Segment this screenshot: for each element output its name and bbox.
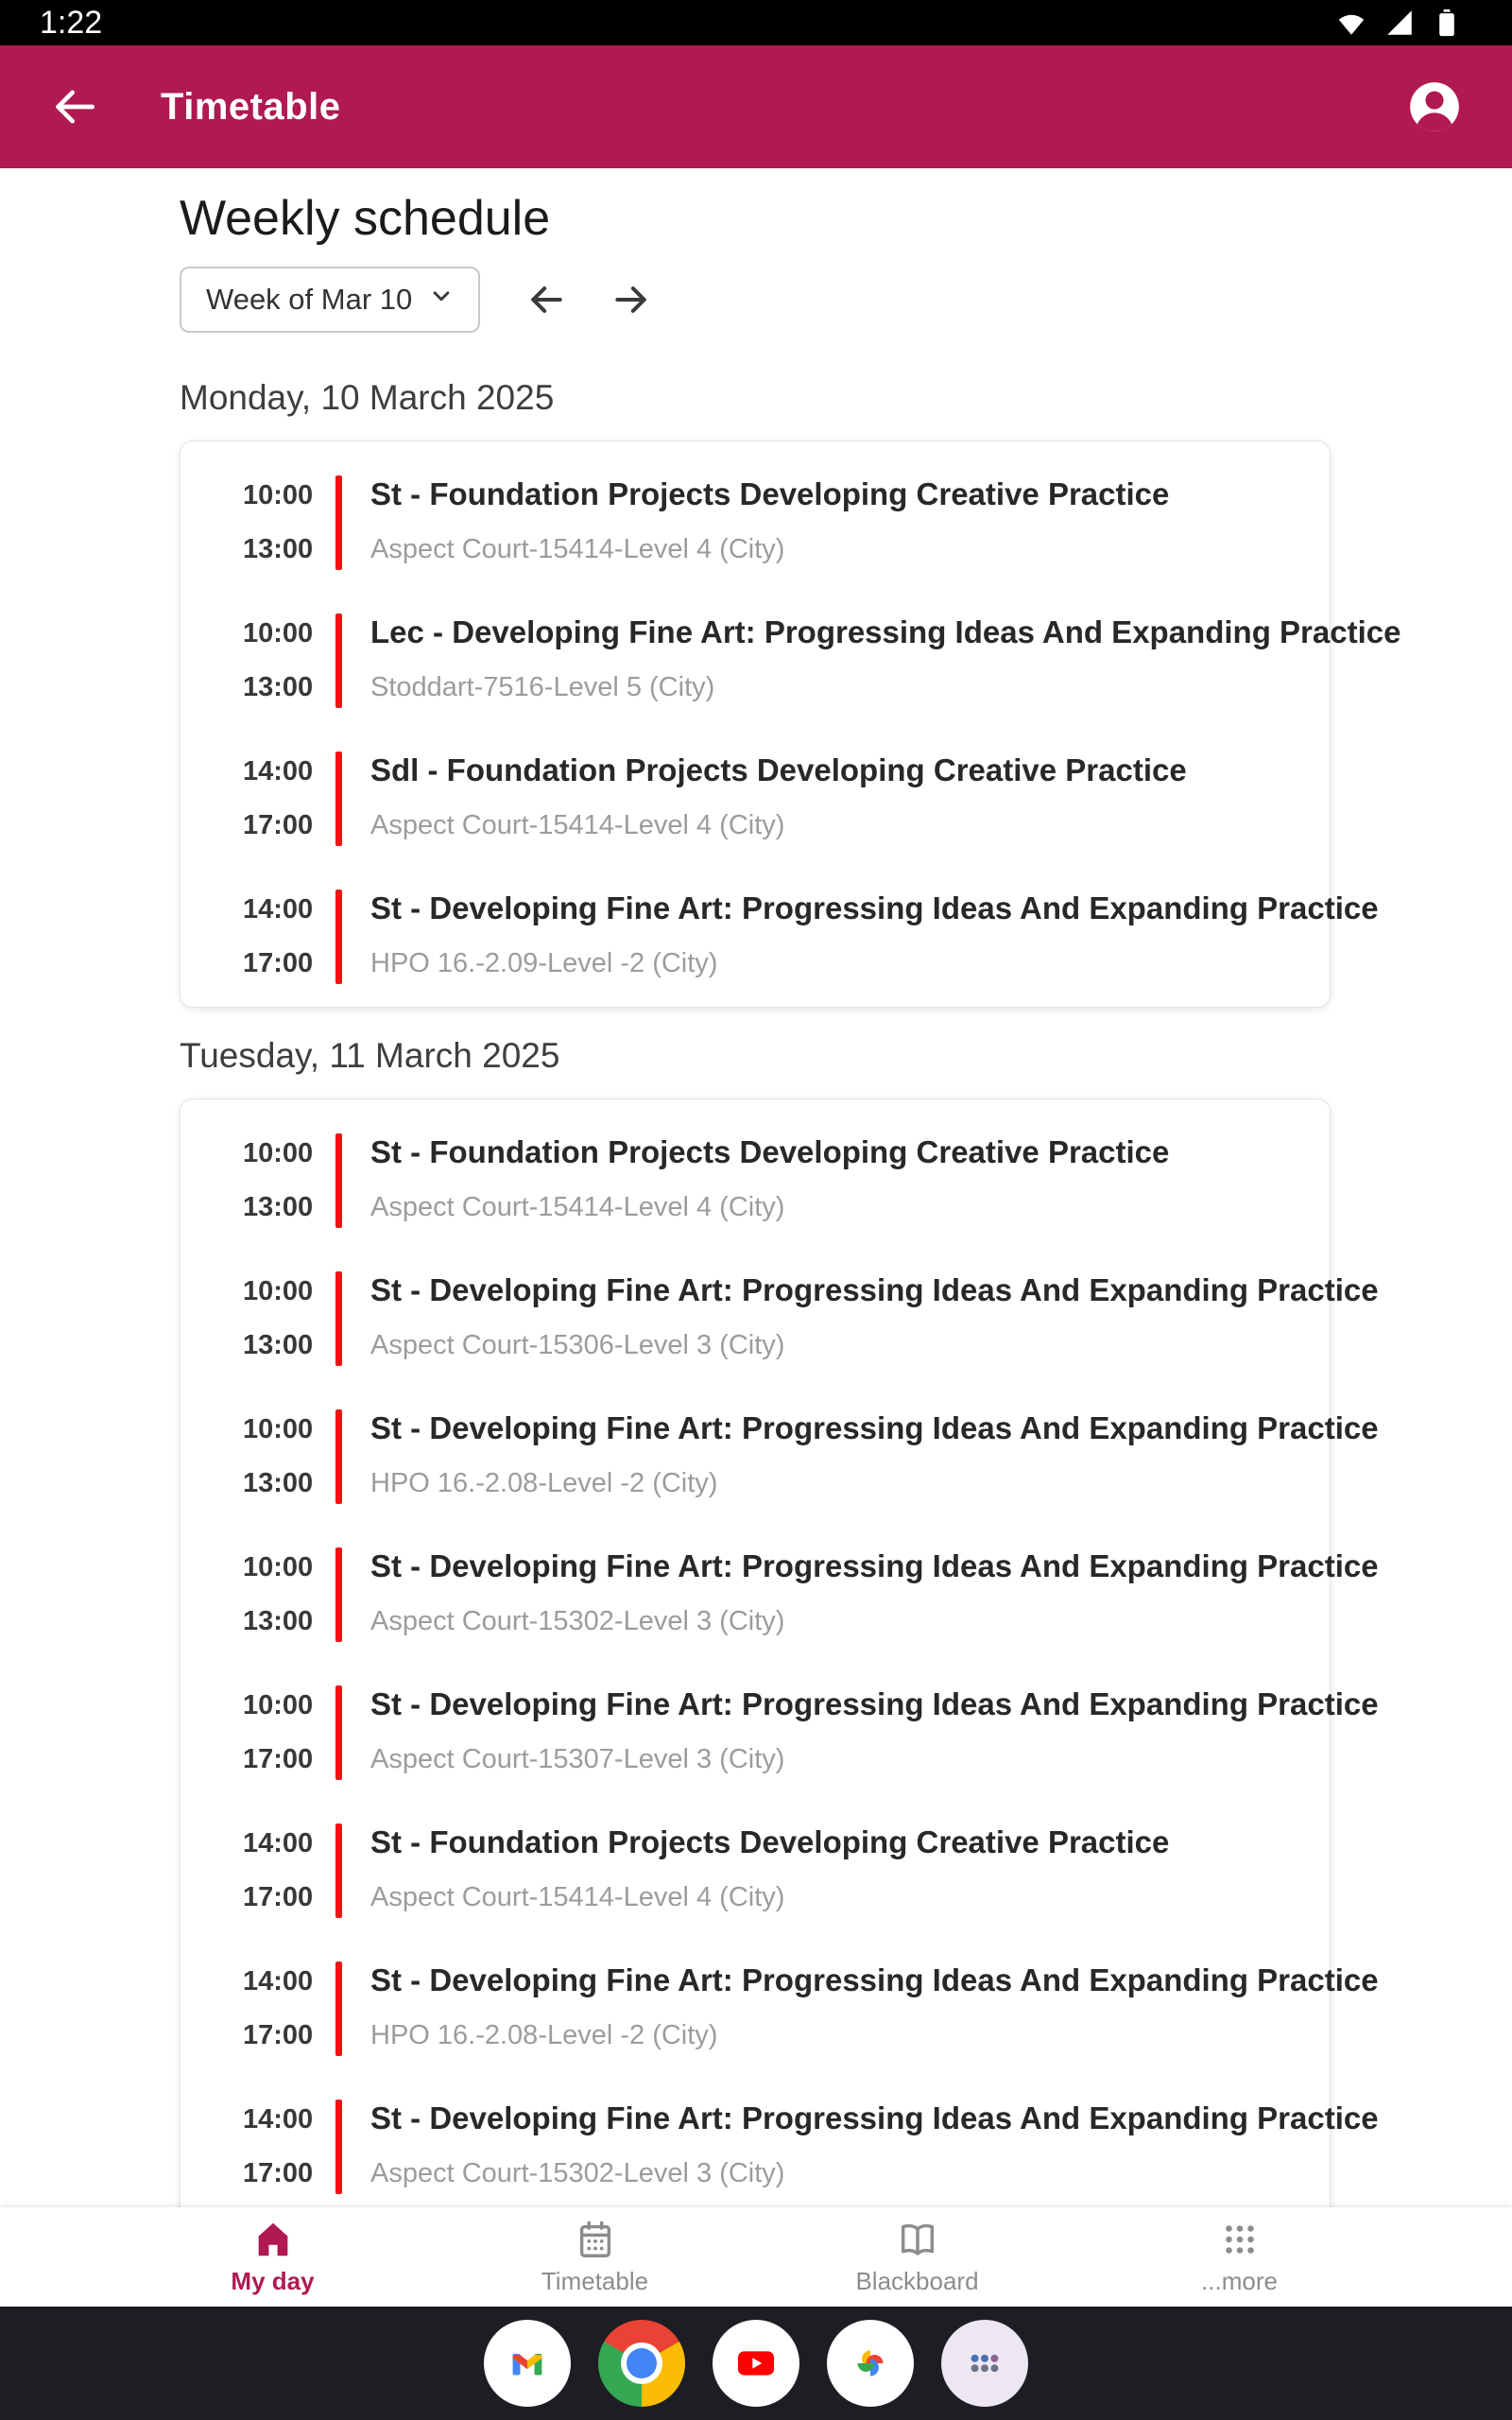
event-location: HPO 16.-2.08-Level -2 (City)	[370, 1468, 718, 1498]
timetable-content	[0, 168, 1512, 2207]
event-row[interactable]	[243, 1409, 1379, 1504]
event-row[interactable]	[243, 752, 1292, 846]
event-end-time: 13:00	[243, 672, 314, 702]
event-start-time: 10:00	[243, 1690, 314, 1720]
day-header: Monday, 10 March 2025	[180, 378, 555, 417]
event-start-time: 10:00	[243, 1138, 314, 1168]
android-dock	[0, 2307, 1512, 2420]
tab-blackboard[interactable]: Blackboard	[756, 2218, 1078, 2296]
day-events-card	[180, 441, 1401, 1008]
event-times	[243, 1133, 317, 1228]
app-bar	[0, 45, 1512, 168]
tab-more[interactable]: ...more	[1078, 2218, 1400, 2296]
event-times	[243, 1271, 317, 1366]
event-end-time: 13:00	[243, 1330, 314, 1360]
event-location: Aspect Court-15414-Level 4 (City)	[370, 810, 785, 840]
event-times	[243, 2100, 317, 2194]
event-title: St - Developing Fine Art: Progressing Ideas And Expanding Practice	[370, 1410, 1379, 1445]
account-icon[interactable]	[1404, 77, 1465, 137]
gmail-app-icon[interactable]	[484, 2320, 571, 2407]
event-color-bar	[335, 890, 342, 984]
event-row[interactable]	[243, 1271, 1379, 1366]
event-title: St - Developing Fine Art: Progressing Ideas And Expanding Practice	[370, 1272, 1379, 1307]
event-start-time: 14:00	[243, 2104, 314, 2135]
event-times	[243, 890, 317, 984]
event-times	[243, 475, 317, 570]
event-start-time: 10:00	[243, 1414, 314, 1444]
event-start-time: 10:00	[243, 1276, 314, 1306]
event-row[interactable]	[243, 2100, 1379, 2194]
event-row[interactable]	[243, 1547, 1379, 1642]
event-start-time: 14:00	[243, 1828, 314, 1858]
event-title: St - Developing Fine Art: Progressing Ideas And Expanding Practice	[370, 2100, 1379, 2135]
event-start-time: 10:00	[243, 480, 314, 510]
event-color-bar	[335, 1962, 342, 2056]
chrome-app-icon[interactable]	[598, 2320, 685, 2407]
book-icon	[896, 2218, 939, 2261]
event-row[interactable]	[243, 890, 1379, 984]
week-selector-label: Week of Mar 10	[206, 283, 413, 316]
day-section	[180, 1036, 1379, 2207]
event-color-bar	[335, 475, 342, 570]
status-bar	[0, 0, 1512, 45]
event-color-bar	[335, 614, 342, 708]
event-location: Aspect Court-15302-Level 3 (City)	[370, 1606, 785, 1636]
tab-my-day[interactable]: My day	[112, 2218, 434, 2296]
event-color-bar	[335, 1133, 342, 1228]
event-times	[243, 614, 317, 708]
week-selector-dropdown[interactable]	[180, 267, 480, 333]
day-section	[180, 378, 1401, 1008]
event-title: St - Developing Fine Art: Progressing Ideas And Expanding Practice	[370, 1686, 1379, 1721]
event-times	[243, 752, 317, 846]
event-color-bar	[335, 752, 342, 846]
event-end-time: 13:00	[243, 1468, 314, 1498]
event-end-time: 13:00	[243, 1606, 314, 1636]
day-header: Tuesday, 11 March 2025	[180, 1036, 560, 1075]
event-title: St - Foundation Projects Developing Creative Practice	[370, 476, 1170, 511]
event-row[interactable]	[243, 475, 1292, 570]
event-location: Aspect Court-15307-Level 3 (City)	[370, 1744, 785, 1774]
event-end-time: 17:00	[243, 810, 314, 840]
event-color-bar	[335, 1547, 342, 1642]
event-title: St - Developing Fine Art: Progressing Ideas And Expanding Practice	[370, 890, 1379, 925]
event-row[interactable]	[243, 1962, 1379, 2056]
event-location: HPO 16.-2.09-Level -2 (City)	[370, 948, 718, 978]
event-title: St - Foundation Projects Developing Creative Practice	[370, 1134, 1170, 1169]
cell-signal-icon	[1383, 7, 1416, 39]
event-location: Aspect Court-15302-Level 3 (City)	[370, 2158, 785, 2188]
event-start-time: 14:00	[243, 1966, 314, 1996]
event-end-time: 17:00	[243, 2020, 314, 2050]
event-start-time: 14:00	[243, 756, 314, 786]
calendar-icon	[574, 2218, 617, 2261]
event-color-bar	[335, 1271, 342, 1366]
clock: 1:22	[40, 4, 103, 41]
event-end-time: 17:00	[243, 2158, 314, 2188]
grid-dots-icon	[1218, 2218, 1262, 2261]
event-end-time: 17:00	[243, 948, 314, 978]
next-week-button[interactable]	[601, 269, 662, 330]
event-title: Lec - Developing Fine Art: Progressing Ideas And Expanding Practice	[370, 614, 1401, 649]
photos-app-icon[interactable]	[827, 2320, 914, 2407]
event-times	[243, 1409, 317, 1504]
event-location: Aspect Court-15306-Level 3 (City)	[370, 1330, 785, 1360]
event-start-time: 10:00	[243, 618, 314, 648]
event-location: Stoddart-7516-Level 5 (City)	[370, 672, 715, 702]
bottom-navigation	[0, 2207, 1512, 2307]
event-color-bar	[335, 2100, 342, 2194]
event-end-time: 13:00	[243, 534, 314, 564]
event-location: Aspect Court-15414-Level 4 (City)	[370, 1882, 785, 1912]
event-start-time: 10:00	[243, 1552, 314, 1582]
event-color-bar	[335, 1685, 342, 1780]
day-events-card	[180, 1098, 1379, 2207]
battery-icon	[1431, 7, 1463, 39]
event-row[interactable]	[243, 1685, 1379, 1780]
wifi-icon	[1334, 6, 1368, 40]
event-start-time: 14:00	[243, 894, 314, 925]
event-title: St - Foundation Projects Developing Creative Practice	[370, 1824, 1170, 1859]
event-location: HPO 16.-2.08-Level -2 (City)	[370, 2020, 718, 2050]
event-title: St - Developing Fine Art: Progressing Ideas And Expanding Practice	[370, 1962, 1379, 1997]
app-drawer-icon[interactable]	[941, 2320, 1028, 2407]
event-color-bar	[335, 1824, 342, 1918]
event-color-bar	[335, 1409, 342, 1504]
event-title: St - Developing Fine Art: Progressing Ideas And Expanding Practice	[370, 1548, 1379, 1583]
event-times	[243, 1824, 317, 1918]
event-row[interactable]	[243, 1824, 1292, 1918]
event-location: Aspect Court-15414-Level 4 (City)	[370, 534, 785, 564]
event-end-time: 13:00	[243, 1192, 314, 1222]
back-arrow-icon[interactable]	[47, 79, 102, 134]
app-bar-title: Timetable	[161, 85, 341, 128]
event-times	[243, 1685, 317, 1780]
event-end-time: 17:00	[243, 1882, 314, 1912]
previous-week-button[interactable]	[516, 269, 576, 330]
chevron-down-icon	[427, 282, 455, 318]
event-times	[243, 1962, 317, 2056]
week-controls	[180, 267, 1331, 333]
home-icon	[251, 2218, 295, 2261]
event-row[interactable]	[243, 614, 1401, 708]
youtube-app-icon[interactable]	[713, 2320, 799, 2407]
event-title: Sdl - Foundation Projects Developing Creative Practice	[370, 752, 1187, 787]
event-row[interactable]	[243, 1133, 1292, 1228]
event-end-time: 17:00	[243, 1744, 314, 1774]
event-times	[243, 1547, 317, 1642]
event-location: Aspect Court-15414-Level 4 (City)	[370, 1192, 785, 1222]
page-title: Weekly schedule	[180, 191, 551, 246]
tab-timetable[interactable]: Timetable	[434, 2218, 756, 2296]
